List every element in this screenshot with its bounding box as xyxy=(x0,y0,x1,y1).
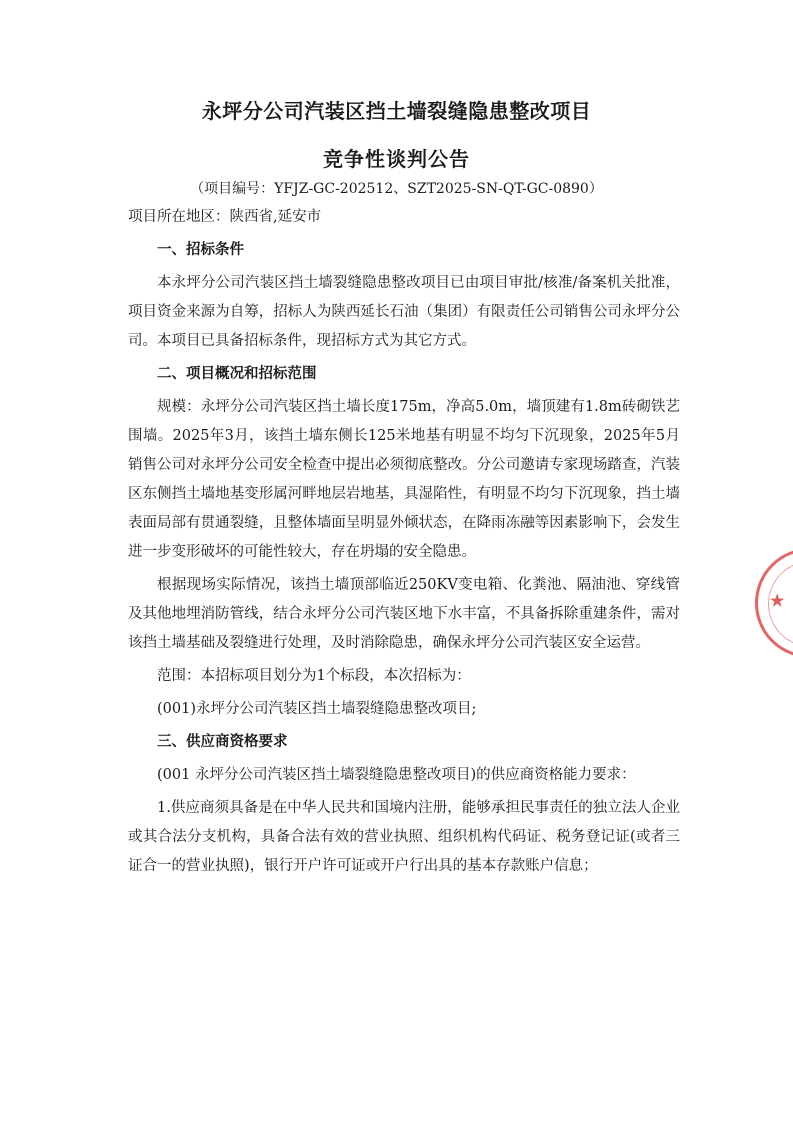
paragraph: 根据现场实际情况，该挡土墙顶部临近250KV变电箱、化粪池、隔油池、穿线管及其他地埋消防管线，结合永坪分公司汽装区地下水丰富，不具备拆除重建条件，需对该挡土墙基础及裂缝进行处理，及时消除隐患，确保永坪分公司汽装区安全运营。 xyxy=(128,577,680,651)
section-heading: 三、供应商资格要求 xyxy=(157,734,288,750)
paragraph: 1.供应商须具备是在中华人民共和国境内注册，能够承担民事责任的独立法人企业或其合法分支机构，具备合法有效的营业执照、组织机构代码证、税务登记证(或者三证合一的营业执照)，银行开户许可证或开户行出具的基本存款账户信息； xyxy=(128,800,680,874)
paragraph: (001 永坪分公司汽装区挡土墙裂缝隐患整改项目)的供应商资格能力要求： xyxy=(157,767,636,783)
document-subtitle: 竞争性谈判公告 xyxy=(323,147,470,171)
paragraph: (001)永坪分公司汽装区挡土墙裂缝隐患整改项目; xyxy=(157,701,477,717)
section-heading: 一、招标条件 xyxy=(157,242,244,258)
project-location: 项目所在地区：陕西省,延安市 xyxy=(128,209,322,225)
document-title: 永坪分公司汽装区挡土墙裂缝隐患整改项目 xyxy=(201,99,592,123)
seal-mark: ★ xyxy=(770,591,785,610)
paragraph: 规模：永坪分公司汽装区挡土墙长度175m，净高5.0m，墙顶建有1.8m砖砌铁艺围墙。2025年3月，该挡土墙东侧长125米地基有明显不均匀下沉现象，2025年5月销售公司对永坪分公司安全检查中提出必须彻底整改。分公司邀请专家现场踏查，汽装区东侧挡土墙地基变形属河畔地层岩地基，具湿陷性，有明显不均匀下沉现象，挡土墙表面局部有贯通裂缝，且整体墙面呈明显外倾状态，在降雨冻融等因素影响下，会发生进一步变形破坏的可能性较大，存在坍塌的安全隐患。 xyxy=(128,399,680,560)
section-heading: 二、项目概况和招标范围 xyxy=(157,366,317,382)
paragraph: 范围：本招标项目划分为1个标段，本次招标为： xyxy=(157,668,471,684)
document-body xyxy=(128,236,680,885)
project-number: （项目编号：YFJZ-GC-202512、SZT2025-SN-QT-GC-0890） xyxy=(190,181,603,197)
red-seal-stamp xyxy=(755,548,793,658)
paragraph: 本永坪分公司汽装区挡土墙裂缝隐患整改项目已由项目审批/核准/备案机关批准，项目资金来源为自筹，招标人为陕西延长石油（集团）有限责任公司销售公司永坪分公司。本项目已具备招标条件，现招标方式为其它方式。 xyxy=(128,275,680,349)
